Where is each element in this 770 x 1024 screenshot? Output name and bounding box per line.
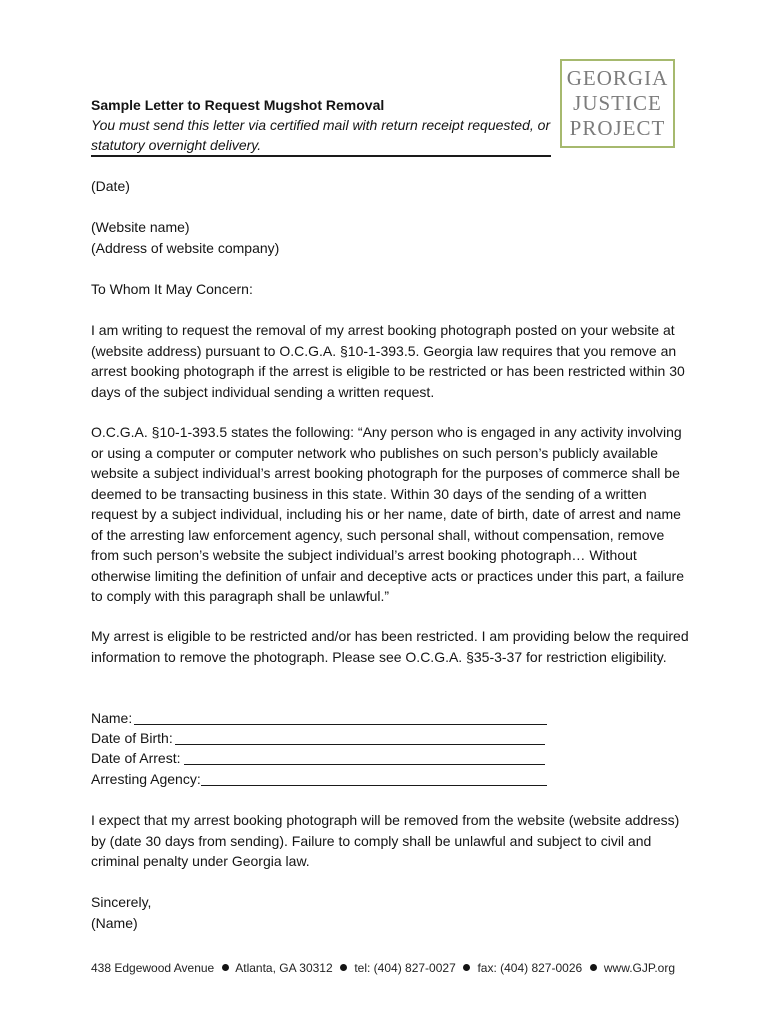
logo-line-1: GEORGIA bbox=[566, 66, 669, 90]
paragraph-3 bbox=[91, 626, 691, 667]
logo-line-3: PROJECT bbox=[569, 116, 666, 140]
document-subtitle: You must send this letter via certified mail with return receipt requested, or statutory overnight delivery. bbox=[91, 117, 551, 153]
date-placeholder: (Date) bbox=[91, 178, 130, 194]
dob-field-line[interactable] bbox=[175, 744, 545, 745]
footer-address: 438 Edgewood Avenue bbox=[91, 961, 215, 975]
georgia-justice-project-logo bbox=[560, 59, 675, 148]
footer-website-link[interactable]: www.GJP.org bbox=[603, 961, 676, 975]
arrest-date-field-line[interactable] bbox=[184, 764, 545, 765]
date-line bbox=[91, 176, 691, 197]
name-field-label: Name: bbox=[91, 710, 133, 726]
name-field-line[interactable] bbox=[134, 724, 547, 725]
footer-contact bbox=[91, 961, 681, 975]
paragraph-4-text: I expect that my arrest booking photograph will be removed from the website (website address) by (date 30 days from sending). Failure to comply shall be unlawful and subject to civil and criminal penalty under Georgia law. bbox=[91, 812, 680, 869]
footer-fax: fax: (404) 827-0026 bbox=[477, 961, 583, 975]
signature-placeholder: (Name) bbox=[91, 914, 138, 931]
agency-field-label: Arresting Agency: bbox=[91, 771, 201, 787]
logo-line-2: JUSTICE bbox=[573, 91, 662, 115]
closing-text: Sincerely, bbox=[91, 894, 152, 910]
bullet-icon bbox=[222, 964, 229, 971]
website-address-placeholder: (Address of website company) bbox=[91, 239, 280, 256]
paragraph-1 bbox=[91, 320, 691, 402]
agency-field-line[interactable] bbox=[201, 785, 547, 786]
closing-block bbox=[91, 892, 691, 933]
header-divider bbox=[91, 155, 551, 157]
paragraph-2-text: O.C.G.A. §10-1-393.5 states the following: “Any person who is engaged in any activity involving or using a computer or computer network who publishes on such person’s publicly available website a subject individual’s arrest booking photograph for the purposes of commerce shall be deemed to be transacting business in this state. Within 30 days of the sending of a written request by a subject individual, including his or her name, date of birth, date of arrest and name of the arresting law enforcement agency, such personal shall, without compensation, remove from such person’s website the subject individual’s arrest booking photograph… Without otherwise limiting the definition of unfair and deceptive acts or practices under this part, a failure to comply with this paragraph shall be unlawful.” bbox=[91, 424, 684, 604]
paragraph-2 bbox=[91, 422, 691, 607]
salutation bbox=[91, 279, 691, 300]
paragraph-4 bbox=[91, 810, 691, 872]
recipient-block bbox=[91, 217, 691, 258]
footer-city: Atlanta, GA 30312 bbox=[235, 961, 333, 975]
paragraph-3-text: My arrest is eligible to be restricted and/or has been restricted. I am providing below the required information to remove the photograph. Please see O.C.G.A. §35-3-37 for restriction eligibility. bbox=[91, 628, 689, 665]
document-title: Sample Letter to Request Mugshot Removal bbox=[91, 97, 385, 113]
website-name-placeholder: (Website name) bbox=[91, 219, 190, 235]
bullet-icon bbox=[463, 964, 470, 971]
dob-field-label: Date of Birth: bbox=[91, 730, 173, 746]
paragraph-1-text: I am writing to request the removal of my arrest booking photograph posted on your website at (website address) pursuant to O.C.G.A. §10-1-393.5. Georgia law requires that you remove an arrest booking photograph if the arrest is eligible to be restricted or has been restricted within 30 days of the subject individual sending a written request. bbox=[91, 322, 685, 400]
arrest-date-field-label: Date of Arrest: bbox=[91, 750, 181, 766]
bullet-icon bbox=[590, 964, 597, 971]
bullet-icon bbox=[340, 964, 347, 971]
salutation-text: To Whom It May Concern: bbox=[91, 281, 253, 297]
footer-tel: tel: (404) 827-0027 bbox=[354, 961, 456, 975]
